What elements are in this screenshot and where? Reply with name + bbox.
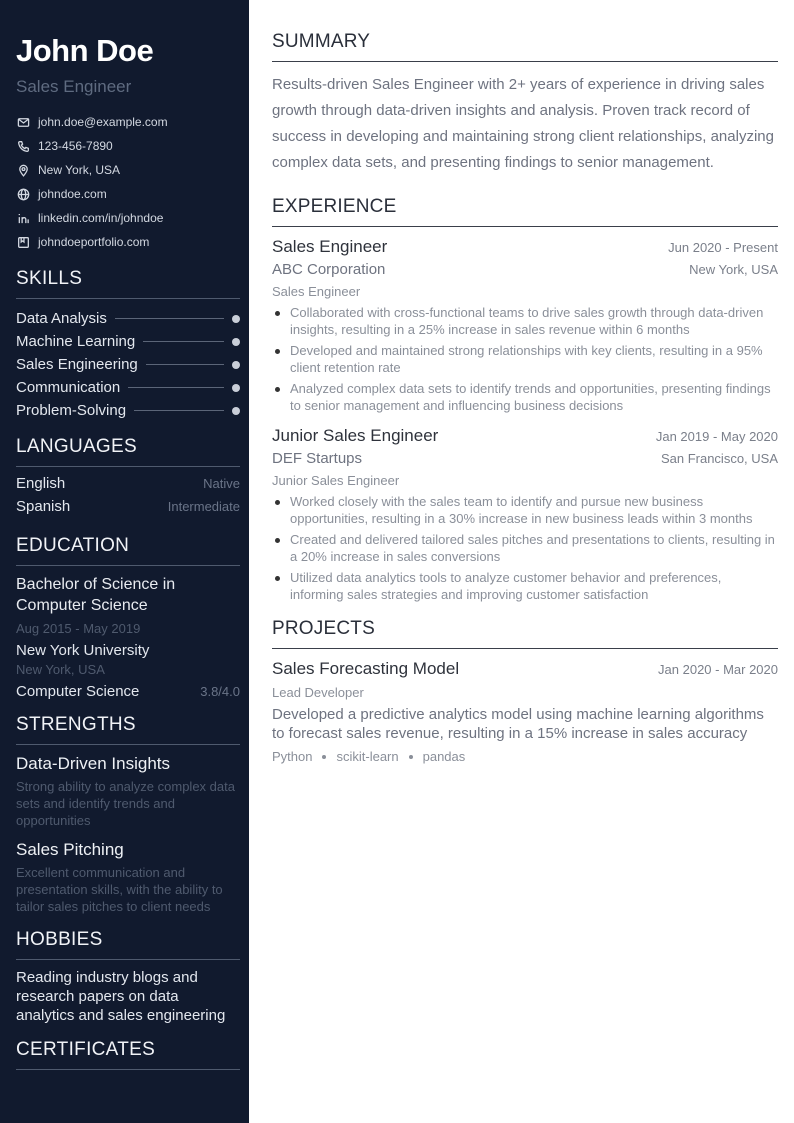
job-bullets <box>272 304 778 414</box>
skill-dot <box>232 384 240 392</box>
skill-line <box>143 341 224 342</box>
job-entry <box>272 235 778 414</box>
education-field-row <box>16 683 240 700</box>
strengths-heading: STRENGTHS <box>16 713 240 745</box>
strength-item <box>16 753 240 829</box>
projects-heading: PROJECTS <box>272 617 778 649</box>
skill-label: Data Analysis <box>16 310 107 327</box>
job-location: San Francisco, USA <box>660 451 778 466</box>
sidebar <box>0 0 249 1123</box>
skill-line <box>146 364 224 365</box>
education-degree: Bachelor of Science in Computer Science <box>16 576 176 614</box>
tag-separator <box>409 755 413 759</box>
skill-dot <box>232 315 240 323</box>
languages-list <box>16 475 240 521</box>
project-header <box>272 657 778 681</box>
job-dates: Jun 2020 - Present <box>668 240 778 255</box>
job-company: DEF Startups <box>272 450 363 467</box>
languages-heading: LANGUAGES <box>16 435 240 467</box>
portfolio-icon <box>16 235 30 249</box>
skill-item <box>16 399 240 422</box>
job-bullet: Worked closely with the sales team to identify and pursue new business opportunities, resulting in a 30% increase in new business leads within 3 months <box>272 493 778 527</box>
project-entry <box>272 657 778 764</box>
project-tag: Python <box>272 749 313 764</box>
contact-phone-text: 123-456-7890 <box>38 139 113 153</box>
skill-item <box>16 307 240 330</box>
contact-email[interactable] <box>16 110 240 134</box>
strength-description: Strong ability to analyze complex data sets and identify trends and opportunities <box>16 779 235 828</box>
skill-dot <box>232 361 240 369</box>
summary-text: Results-driven Sales Engineer with 2+ years of experience in driving sales growth through data-driven insights and analysis. Proven track record of success in developing and maintaining strong client relationships, analyzing complex data sets, and presenting findings to senior management. <box>272 76 774 171</box>
job-company-row <box>272 259 778 281</box>
job-role: Sales Engineer <box>272 284 361 299</box>
skill-item <box>16 376 240 399</box>
hobby-text: Reading industry blogs and research papers on data analytics and sales engineering <box>16 969 226 1024</box>
job-title: Junior Sales Engineer <box>272 426 439 445</box>
job-dates: Jan 2019 - May 2020 <box>655 429 778 444</box>
education-dates: Aug 2015 - May 2019 <box>16 621 141 636</box>
linkedin-icon <box>16 211 30 225</box>
project-tags <box>272 749 778 764</box>
hobbies-heading: HOBBIES <box>16 928 240 960</box>
summary-heading: SUMMARY <box>272 30 778 62</box>
education-entry <box>16 574 240 700</box>
contact-email-text: john.doe@example.com <box>38 115 168 129</box>
job-bullet: Utilized data analytics tools to analyze customer behavior and preferences, informing sales strategies and improving customer satisfaction <box>272 569 778 603</box>
language-name: Spanish <box>16 498 71 515</box>
candidate-name: John Doe <box>16 33 154 68</box>
tag-separator <box>322 755 326 759</box>
skills-list <box>16 307 240 422</box>
strength-title: Sales Pitching <box>16 840 124 859</box>
contact-list <box>16 110 240 254</box>
job-header <box>272 424 778 448</box>
location-pin-icon <box>16 163 30 177</box>
job-header <box>272 235 778 259</box>
job-bullet: Developed and maintained strong relationships with key clients, resulting in a 95% client retention rate <box>272 342 778 376</box>
project-role: Lead Developer <box>272 685 364 700</box>
skill-item <box>16 330 240 353</box>
skill-dot <box>232 338 240 346</box>
contact-location-text: New York, USA <box>38 163 121 177</box>
experience-heading: EXPERIENCE <box>272 195 778 227</box>
project-dates: Jan 2020 - Mar 2020 <box>658 662 778 677</box>
candidate-title: Sales Engineer <box>16 77 132 96</box>
skill-label: Problem-Solving <box>16 402 127 419</box>
strength-description: Excellent communication and presentation skills, with the ability to tailor sales pitches to client needs <box>16 865 223 914</box>
strength-item <box>16 839 240 915</box>
skill-label: Communication <box>16 379 121 396</box>
project-description: Developed a predictive analytics model using machine learning algorithms to forecast sales revenue, resulting in a 15% increase in sales accuracy <box>272 706 764 742</box>
skill-line <box>128 387 224 388</box>
phone-icon <box>16 139 30 153</box>
strength-title: Data-Driven Insights <box>16 754 171 773</box>
globe-icon <box>16 187 30 201</box>
contact-linkedin[interactable] <box>16 206 240 230</box>
contact-portfolio-text: johndoeportfolio.com <box>38 235 150 249</box>
contact-location <box>16 158 240 182</box>
skill-dot <box>232 407 240 415</box>
language-name: English <box>16 475 66 492</box>
skill-line <box>115 318 224 319</box>
education-heading: EDUCATION <box>16 534 240 566</box>
contact-website-text: johndoe.com <box>38 187 107 201</box>
certificates-heading: CERTIFICATES <box>16 1038 240 1070</box>
skill-line <box>134 410 224 411</box>
job-title: Sales Engineer <box>272 237 388 256</box>
skill-label: Machine Learning <box>16 333 136 350</box>
language-item <box>16 475 240 498</box>
job-entry <box>272 424 778 603</box>
skills-heading: SKILLS <box>16 267 240 299</box>
language-level: Native <box>203 476 240 491</box>
skill-item <box>16 353 240 376</box>
skill-label: Sales Engineering <box>16 356 138 373</box>
education-gpa: 3.8/4.0 <box>200 684 240 699</box>
main-content <box>272 30 778 764</box>
job-bullets <box>272 493 778 603</box>
mail-icon <box>16 115 30 129</box>
job-bullet: Collaborated with cross-functional teams to drive sales growth through data-driven insights, resulting in a 25% increase in sales revenue within 6 months <box>272 304 778 338</box>
project-tag: pandas <box>422 749 466 764</box>
project-title: Sales Forecasting Model <box>272 659 460 678</box>
contact-phone[interactable] <box>16 134 240 158</box>
job-location: New York, USA <box>689 262 778 277</box>
job-company: ABC Corporation <box>272 261 386 278</box>
job-company-row <box>272 448 778 470</box>
contact-linkedin-text: linkedin.com/in/johndoe <box>38 211 164 225</box>
job-bullet: Created and delivered tailored sales pitches and presentations to clients, resulting in a 20% increase in sales conversions <box>272 531 778 565</box>
contact-website[interactable] <box>16 182 240 206</box>
education-location: New York, USA <box>16 662 105 677</box>
job-role: Junior Sales Engineer <box>272 473 400 488</box>
education-school: New York University <box>16 642 150 659</box>
job-bullet: Analyzed complex data sets to identify trends and opportunities, presenting findings to senior management and influencing business decisions <box>272 380 778 414</box>
education-field: Computer Science <box>16 683 140 700</box>
contact-portfolio[interactable] <box>16 230 240 254</box>
language-level: Intermediate <box>167 499 240 514</box>
project-tag: scikit-learn <box>336 749 399 764</box>
language-item <box>16 498 240 521</box>
